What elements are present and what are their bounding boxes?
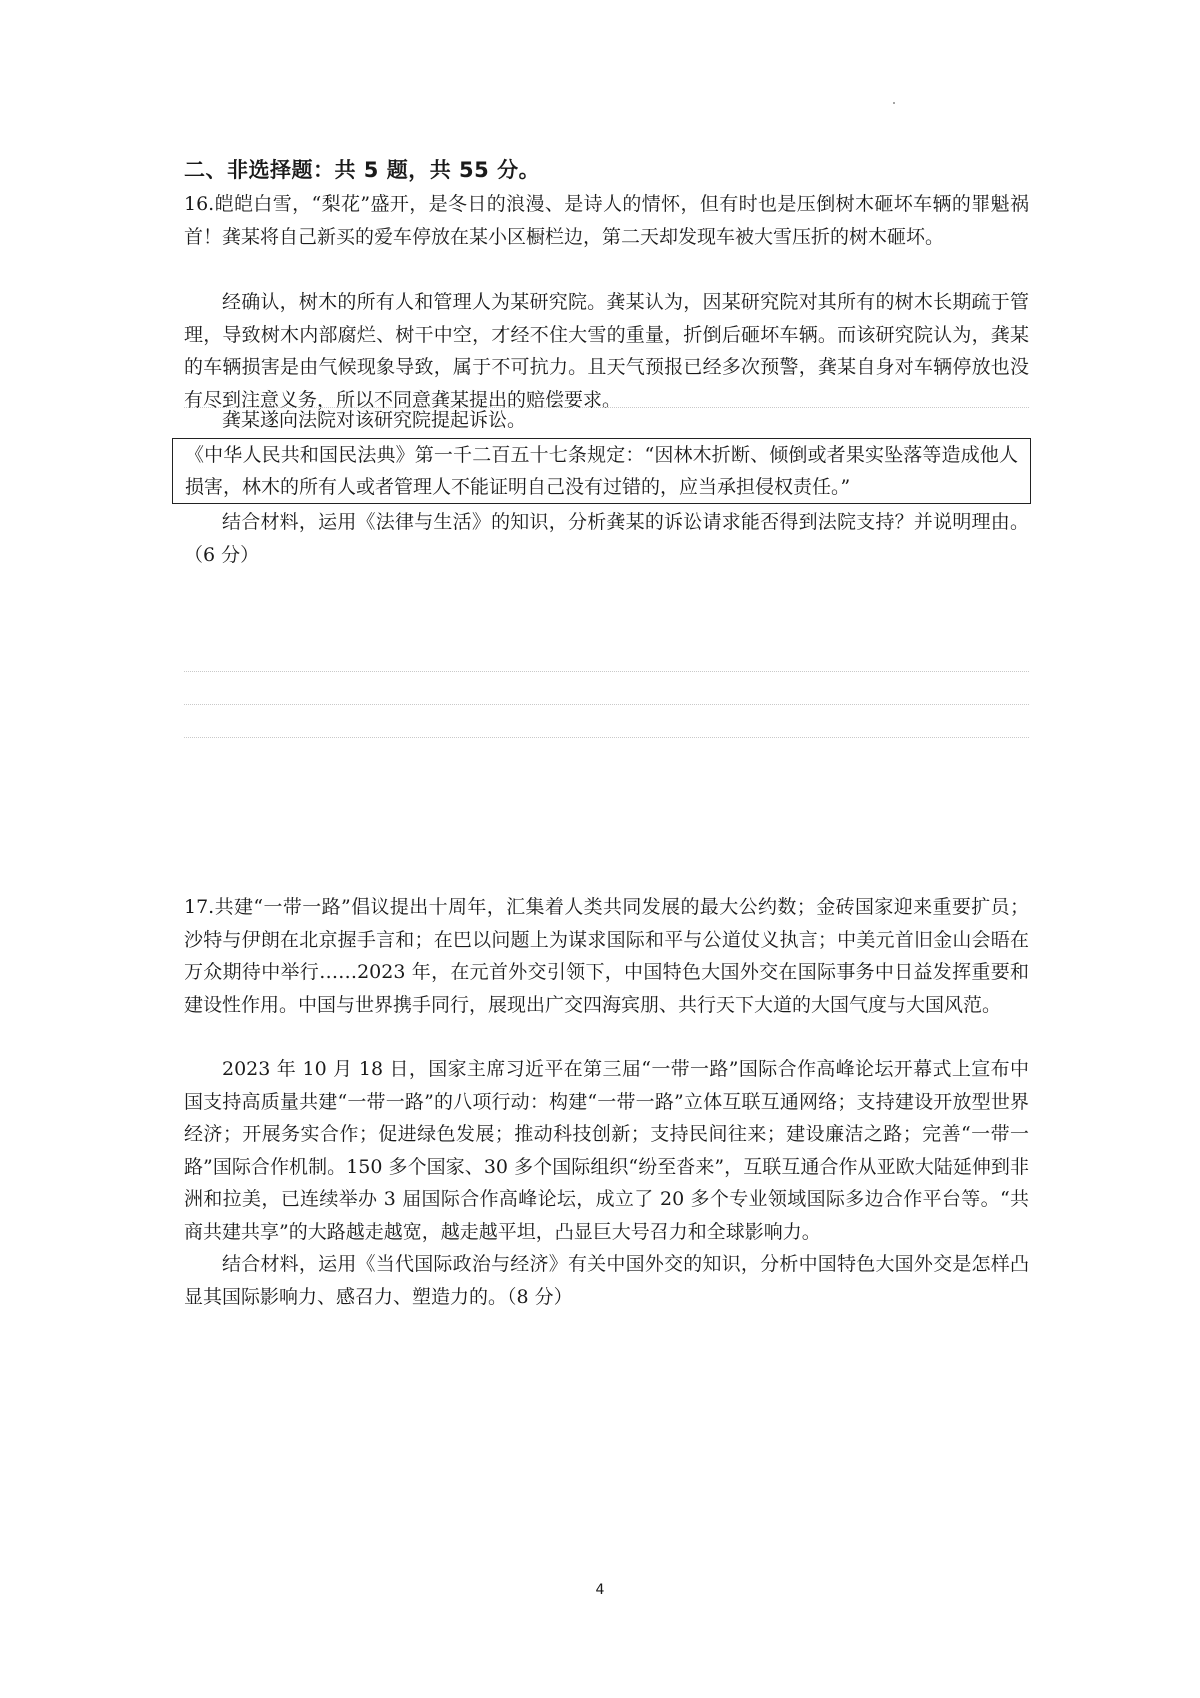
page-number: 4	[595, 1582, 605, 1598]
question-16-prompt: 结合材料，运用《法律与生活》的知识，分析龚某的诉讼请求能否得到法院支持？并说明理由。（6 分）	[184, 511, 1029, 566]
scan-speck	[893, 102, 895, 104]
law-quote-box	[172, 438, 1031, 504]
question-16-paragraph-2: 经确认，树木的所有人和管理人为某研究院。龚某认为，因某研究院对其所有的树木长期疏于管理，导致树木内部腐烂、树干中空，才经不住大雪的重量，折倒后砸坏车辆。而该研究院认为，龚某的车辆损害是由气候现象导致，属于不可抗力。且天气预报已经多次预警，龚某自身对车辆停放也没有尽到注意义务，所以不同意龚某提出的赔偿要求。	[184, 291, 1029, 411]
question-16-intro: 16.皑皑白雪，“梨花”盛开，是冬日的浪漫、是诗人的情怀，但有时也是压倒树木砸坏车辆的罪魁祸首！龚某将自己新买的爱车停放在某小区橱栏边，第二天却发现车被大雪压折的树木砸坏。	[184, 193, 1029, 248]
answer-dotted-line-3	[184, 737, 1029, 738]
law-quote-text: 《中华人民共和国民法典》第一千二百五十七条规定：“因林木折断、倾倒或者果实坠落等造成他人损害，林木的所有人或者管理人不能证明自己没有过错的，应当承担侵权责任。”	[185, 444, 1018, 498]
question-16-paragraph-3: 龚某遂向法院对该研究院提起诉讼。	[222, 409, 527, 431]
question-17-intro: 17.共建“一带一路”倡议提出十周年，汇集着人类共同发展的最大公约数；金砖国家迎来重要扩员；沙特与伊朗在北京握手言和；在巴以问题上为谋求国际和平与公道仗义执言；中美元首旧金山会晤在万众期待中举行……2023 年，在元首外交引领下，中国特色大国外交在国际事务中日益发挥重要和建设性作用。中国与世界携手同行，展现出广交四海宾朋、共行天下大道的大国气度与大国风范。	[184, 896, 1029, 1016]
answer-dotted-line-2	[184, 704, 1029, 705]
question-17-prompt: 结合材料，运用《当代国际政治与经济》有关中国外交的知识，分析中国特色大国外交是怎样凸显其国际影响力、感召力、塑造力的。（8 分）	[184, 1253, 1029, 1308]
question-17-paragraph-2: 2023 年 10 月 18 日，国家主席习近平在第三届“一带一路”国际合作高峰论坛开幕式上宣布中国支持高质量共建“一带一路”的八项行动：构建“一带一路”立体互联互通网络；支持建设开放型世界经济；开展务实合作；促进绿色发展；推动科技创新；支持民间往来；建设廉洁之路；完善“一带一路”国际合作机制。150 多个国家、30 多个国际组织“纷至沓来”，互联互通合作从亚欧大陆延伸到非洲和拉美，已连续举办 3 届国际合作高峰论坛，成立了 20 多个专业领域国际多边合作平台等。“共商共建共享”的大路越走越宽，越走越平坦，凸显巨大号召力和全球影响力。	[184, 1058, 1029, 1243]
section-title: 二、非选择题：共 5 题，共 55 分。	[184, 158, 541, 182]
answer-dotted-line-1	[184, 671, 1029, 672]
